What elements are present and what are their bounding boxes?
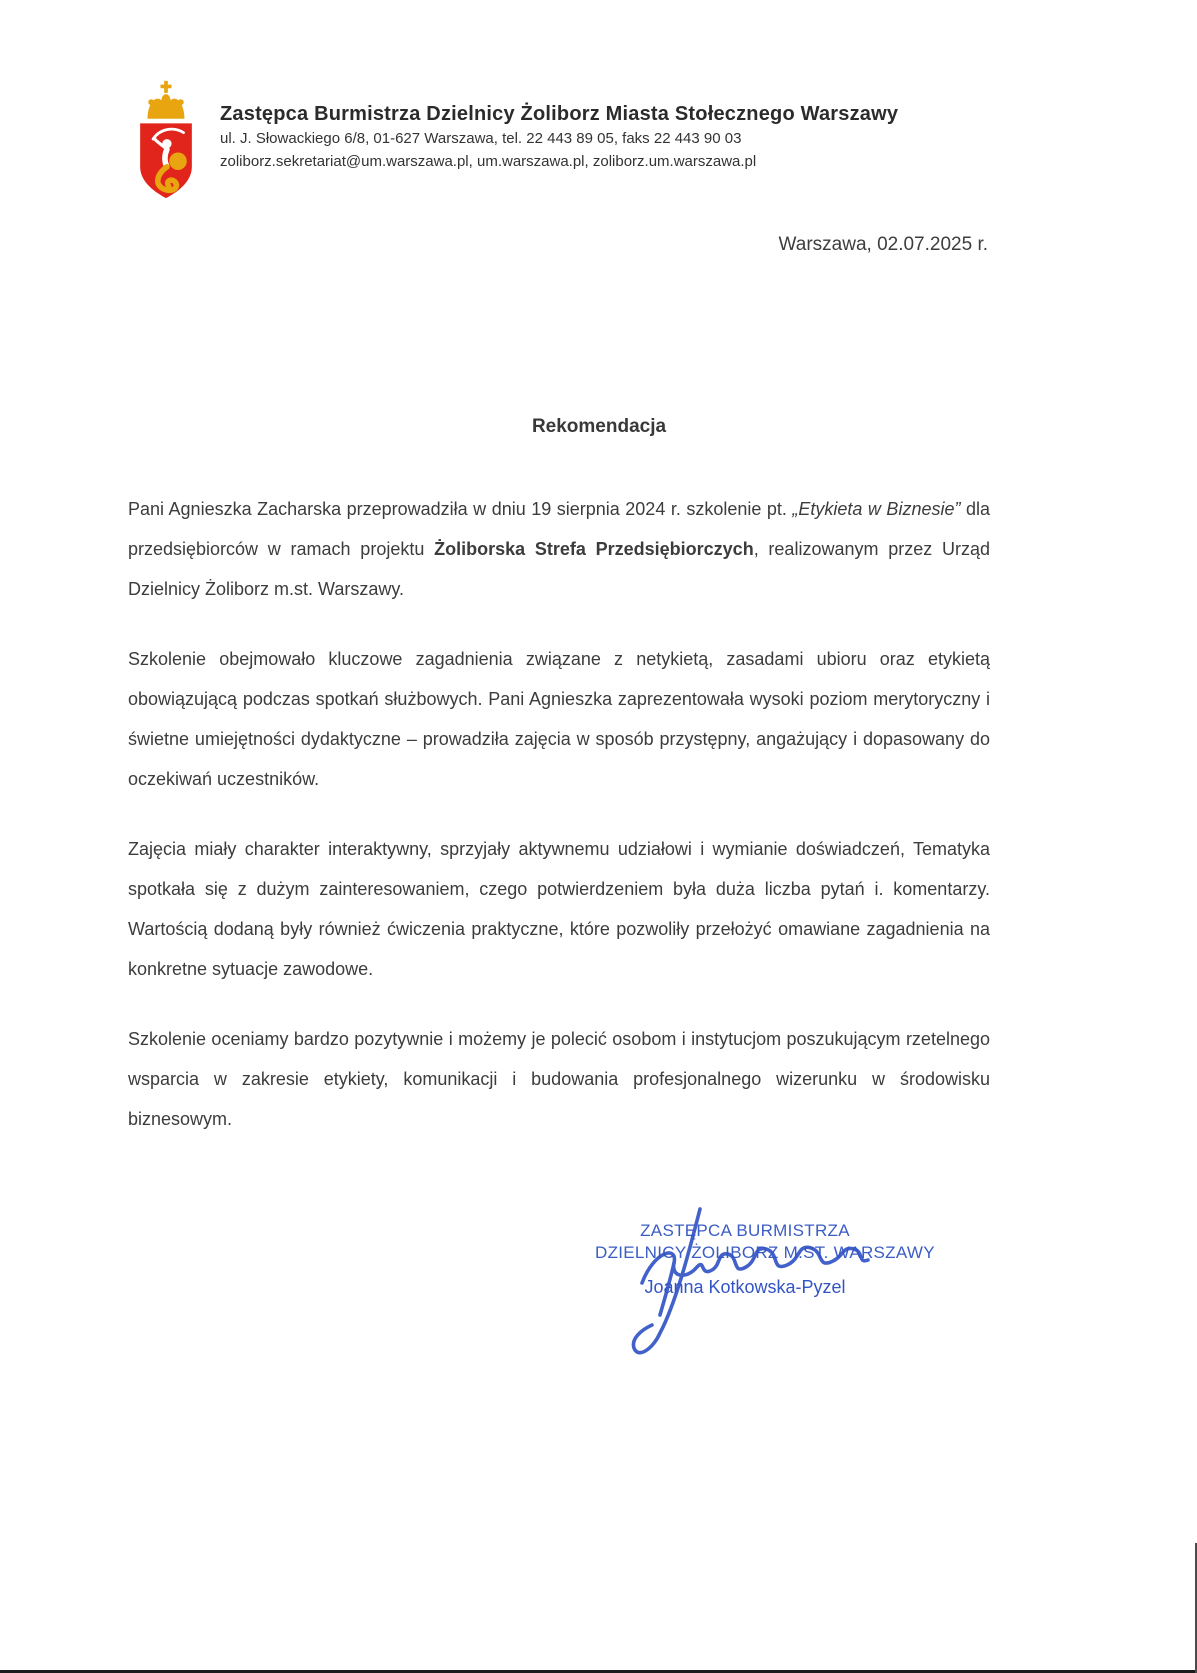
- paragraph: [128, 829, 990, 989]
- text-segment: Szkolenie oceniamy bardzo pozytywnie i możemy je polecić osobom i instytucjom poszukującym rzetelnego wsparcia w zakresie etykiety, komunikacji i budowania profesjonalnego wizerunku w środowisku biznesowym.: [128, 1029, 990, 1129]
- document-title: Rekomendacja: [531, 416, 667, 437]
- text-segment: „Etykieta w Biznesie”: [792, 499, 961, 519]
- letterhead-text: [220, 80, 898, 172]
- paragraph: [128, 489, 990, 609]
- signer-name: Joanna Kotkowska-Pyzel: [644, 1277, 846, 1297]
- text-segment: , realizowanym przez Urząd Dzielnicy Żoliborz m.st. Warszawy.: [128, 539, 990, 599]
- text-segment: Żoliborska Strefa Przedsiębiorczych: [434, 539, 754, 559]
- warsaw-mermaid-crest-icon: [128, 80, 204, 200]
- text-segment: dla przedsiębiorców w ramach projektu: [128, 499, 990, 559]
- text-segment: Zajęcia miały charakter interaktywny, sprzyjały aktywnemu udziałowi i wymianie doświadczeń, Tematyka spotkała się z dużym zainteresowaniem, czego potwierdzeniem była duża liczba pytań i. komentarzy. Wartością dodaną były również ćwiczenia praktyczne, które pozwoliły przełożyć omawiane zagadnienia na konkretne sytuacje zawodowe.: [128, 839, 990, 979]
- letter-body: [128, 489, 990, 1169]
- text-segment: Pani Agnieszka Zacharska przeprowadziła w dniu 19 sierpnia 2024 r. szkolenie pt.: [128, 499, 793, 519]
- paragraph: [128, 1019, 990, 1139]
- text-segment: Szkolenie obejmowało kluczowe zagadnienia związane z netykietą, zasadami ubioru oraz etykietą obowiązującą podczas spotkań służbowych. Pani Agnieszka zaprezentowała wysoki poziom merytoryczny i świetne umiejętności dydaktyczne – prowadziła zajęcia w sposób przystępny, angażujący i dopasowany do oczekiwań uczestników.: [128, 649, 990, 789]
- sender-title: Zastępca Burmistrza Dzielnicy Żoliborz Miasta Stołecznego Warszawy: [220, 103, 899, 125]
- handwritten-signature-icon: [590, 1203, 890, 1363]
- sender-address: ul. J. Słowackiego 6/8, 01-627 Warszawa, tel. 22 443 89 05, faks 22 443 90 03: [220, 130, 742, 147]
- sender-contact: zoliborz.sekretariat@um.warszawa.pl, um.warszawa.pl, zoliborz.um.warszawa.pl: [220, 153, 757, 170]
- dateline: Warszawa, 02.07.2025 r.: [778, 234, 988, 255]
- letterhead: [128, 80, 898, 200]
- stamp-line-2: DZIELNICY ŻOLIBORZ M.ST. WARSZAWY: [595, 1243, 935, 1262]
- stamp-line-1: ZASTĘPCA BURMISTRZA: [640, 1221, 850, 1240]
- paragraph: [128, 639, 990, 799]
